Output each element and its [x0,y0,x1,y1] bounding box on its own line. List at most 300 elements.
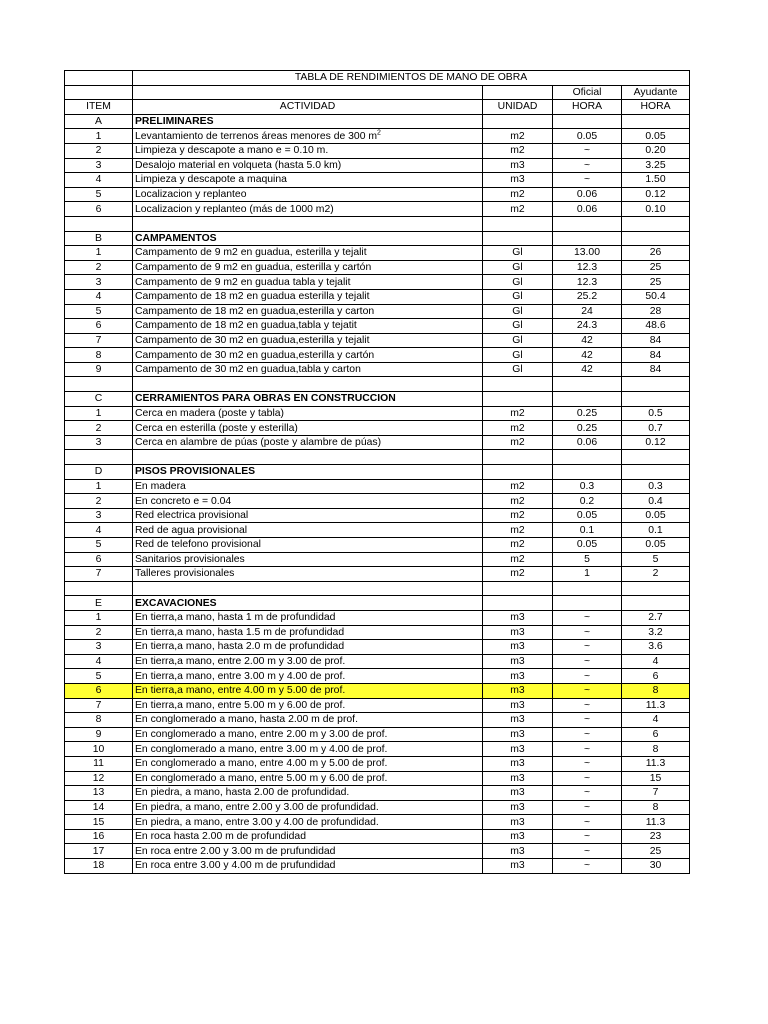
unidad-cell: m2 [483,479,553,494]
actividad-text: En conglomerado a mano, entre 2.00 m y 3.00 de prof. [135,729,388,741]
ayudante-cell: 0.3 [622,479,690,494]
actividad-text: Campamento de 18 m2 en guadua,esterilla y carton [135,305,375,317]
empty-cell [553,377,622,392]
unidad-cell: m2 [483,187,553,202]
table-row [65,713,690,728]
section-code: C [65,392,133,407]
item-cell: 4 [65,654,133,669]
actividad-cell [133,742,483,757]
empty-cell [622,216,690,231]
actividad-text: Sanitarios provisionales [135,553,245,565]
header-oficial: Oficial [553,85,622,100]
ayudante-cell: 8 [622,742,690,757]
item-cell: 5 [65,669,133,684]
table-row [65,640,690,655]
unidad-cell: m3 [483,829,553,844]
unidad-cell: Gl [483,319,553,334]
ayudante-cell: 0.1 [622,523,690,538]
actividad-text: En tierra,a mano, hasta 1.5 m de profundidad [135,626,345,638]
unidad-cell: m2 [483,538,553,553]
actividad-text: En conglomerado a mano, entre 4.00 m y 5.00 de prof. [135,758,388,770]
actividad-text: En tierra,a mano, entre 2.00 m y 3.00 de prof. [135,656,346,668]
actividad-cell [133,654,483,669]
actividad-text: En conglomerado a mano, hasta 2.00 m de prof. [135,714,358,726]
unidad-cell: m3 [483,815,553,830]
unidad-cell: m3 [483,742,553,757]
oficial-cell: ~ [553,829,622,844]
item-cell: 4 [65,289,133,304]
actividad-cell [133,640,483,655]
item-cell: 3 [65,640,133,655]
unidad-cell: Gl [483,348,553,363]
ayudante-cell: 2.7 [622,610,690,625]
unidad-cell: Gl [483,260,553,275]
blank-row [65,450,690,465]
table-row [65,683,690,698]
actividad-text: En piedra, a mano, entre 3.00 y 4.00 de profundidad. [135,816,379,828]
actividad-text: Campamento de 9 m2 en guadua, esterilla y tejalit [135,247,367,259]
section-code: E [65,596,133,611]
table-row [65,815,690,830]
actividad-text: En tierra,a mano, hasta 1 m de profundidad [135,612,336,624]
item-cell: 7 [65,698,133,713]
table-row [65,523,690,538]
ayudante-cell: 0.4 [622,494,690,509]
actividad-cell [133,143,483,158]
ayudante-cell: 3.25 [622,158,690,173]
item-cell: 3 [65,435,133,450]
oficial-cell: 42 [553,348,622,363]
ayudante-cell: 0.20 [622,143,690,158]
table-row [65,625,690,640]
item-cell: 2 [65,143,133,158]
actividad-cell [133,187,483,202]
oficial-cell: ~ [553,727,622,742]
actividad-cell [133,698,483,713]
header-ayudante: Ayudante [622,85,690,100]
actividad-cell [133,173,483,188]
unidad-cell: m2 [483,421,553,436]
oficial-cell: 0.06 [553,187,622,202]
actividad-cell [133,202,483,217]
unidad-cell: m2 [483,552,553,567]
header-hora-ayudante: HORA [622,100,690,115]
oficial-cell: 42 [553,333,622,348]
oficial-cell: ~ [553,742,622,757]
oficial-cell: ~ [553,786,622,801]
item-cell: 2 [65,494,133,509]
actividad-text: Cerca en esterilla (poste y esterilla) [135,422,298,434]
table-row [65,143,690,158]
ayudante-cell: 84 [622,348,690,363]
table-row [65,844,690,859]
ayudante-cell: 8 [622,800,690,815]
ayudante-cell: 84 [622,333,690,348]
oficial-cell: 0.25 [553,421,622,436]
unidad-cell: m3 [483,610,553,625]
header-row [65,100,690,115]
actividad-text: Campamento de 9 m2 en guadua tabla y tejalit [135,276,351,288]
item-cell: 8 [65,713,133,728]
item-cell: 1 [65,406,133,421]
oficial-cell: ~ [553,815,622,830]
oficial-cell: ~ [553,158,622,173]
ayudante-cell: 84 [622,362,690,377]
unidad-cell: m2 [483,523,553,538]
table-row [65,202,690,217]
empty-cell [483,216,553,231]
table-row [65,348,690,363]
ayudante-cell: 0.05 [622,538,690,553]
actividad-cell [133,406,483,421]
empty-cell [553,465,622,480]
actividad-cell [133,727,483,742]
actividad-cell [133,844,483,859]
table-row [65,567,690,582]
ayudante-cell: 25 [622,275,690,290]
table-row [65,246,690,261]
table-row [65,129,690,144]
item-cell: 1 [65,610,133,625]
ayudante-cell: 0.10 [622,202,690,217]
oficial-cell: ~ [553,640,622,655]
section-header-row [65,114,690,129]
ayudante-cell: 0.05 [622,129,690,144]
item-cell: 18 [65,859,133,874]
actividad-cell [133,713,483,728]
actividad-cell [133,129,483,144]
unidad-cell: Gl [483,304,553,319]
actividad-cell [133,538,483,553]
header-unidad: UNIDAD [483,100,553,115]
item-cell: 3 [65,158,133,173]
subheader-row [65,85,690,100]
ayudante-cell: 3.6 [622,640,690,655]
section-code: A [65,114,133,129]
item-cell: 10 [65,742,133,757]
section-header-row [65,392,690,407]
empty-cell [483,114,553,129]
item-cell: 7 [65,567,133,582]
actividad-text: Campamento de 30 m2 en guadua,esterilla y cartón [135,349,375,361]
actividad-cell [133,625,483,640]
ayudante-cell: 0.05 [622,508,690,523]
ayudante-cell: 25 [622,844,690,859]
ayudante-cell: 23 [622,829,690,844]
empty-cell [553,450,622,465]
unidad-cell: m3 [483,625,553,640]
section-name: EXCAVACIONES [133,596,483,611]
ayudante-cell: 4 [622,713,690,728]
unidad-cell: Gl [483,362,553,377]
actividad-cell [133,508,483,523]
section-name: CAMPAMENTOS [133,231,483,246]
actividad-text: Cerca en madera (poste y tabla) [135,407,285,419]
table-row [65,727,690,742]
oficial-cell: 0.05 [553,538,622,553]
item-cell: 6 [65,683,133,698]
empty-cell [553,392,622,407]
oficial-cell: 0.1 [553,523,622,538]
unidad-cell: m2 [483,494,553,509]
table-row [65,173,690,188]
table-row [65,406,690,421]
empty-cell [483,465,553,480]
section-name: CERRAMIENTOS PARA OBRAS EN CONSTRUCCION [133,392,483,407]
actividad-text: En conglomerado a mano, entre 3.00 m y 4.00 de prof. [135,743,388,755]
unidad-cell: Gl [483,289,553,304]
item-cell: 3 [65,508,133,523]
blank-row [65,377,690,392]
actividad-cell [133,348,483,363]
empty-cell [483,450,553,465]
item-cell: 9 [65,727,133,742]
actividad-text: En piedra, a mano, hasta 2.00 de profundidad. [135,787,350,799]
oficial-cell: 25.2 [553,289,622,304]
empty-cell [483,377,553,392]
empty-cell [65,216,133,231]
oficial-cell: ~ [553,713,622,728]
empty-cell [622,465,690,480]
oficial-cell: 1 [553,567,622,582]
empty-cell [622,596,690,611]
actividad-cell [133,800,483,815]
unidad-cell: Gl [483,275,553,290]
unidad-cell: m3 [483,756,553,771]
section-header-row [65,596,690,611]
ayudante-cell: 3.2 [622,625,690,640]
unidad-cell: m3 [483,698,553,713]
empty-cell [133,216,483,231]
unidad-cell: m3 [483,640,553,655]
empty-cell [133,85,483,100]
unidad-cell: m2 [483,567,553,582]
table-row [65,756,690,771]
item-cell: 11 [65,756,133,771]
actividad-cell [133,786,483,801]
unidad-cell: m2 [483,435,553,450]
oficial-cell: ~ [553,698,622,713]
actividad-text: En conglomerado a mano, entre 5.00 m y 6.00 de prof. [135,772,388,784]
header-actividad: ACTIVIDAD [133,100,483,115]
actividad-cell [133,815,483,830]
unidad-cell: Gl [483,246,553,261]
oficial-cell: 5 [553,552,622,567]
actividad-cell [133,683,483,698]
oficial-cell: 0.05 [553,129,622,144]
empty-cell [553,114,622,129]
actividad-cell [133,479,483,494]
section-header-row [65,465,690,480]
unidad-cell: m3 [483,771,553,786]
item-cell: 3 [65,275,133,290]
ayudante-cell: 28 [622,304,690,319]
header-item: ITEM [65,100,133,115]
oficial-cell: 13.00 [553,246,622,261]
actividad-cell [133,552,483,567]
table-row [65,333,690,348]
table-row [65,859,690,874]
empty-cell [483,392,553,407]
item-cell: 14 [65,800,133,815]
ayudante-cell: 26 [622,246,690,261]
ayudante-cell: 6 [622,669,690,684]
unidad-cell: m3 [483,844,553,859]
actividad-cell [133,669,483,684]
table-row [65,362,690,377]
actividad-text: Campamento de 18 m2 en guadua esterilla y tejalit [135,291,370,303]
item-cell: 4 [65,173,133,188]
unidad-cell: m3 [483,713,553,728]
table-row [65,275,690,290]
unidad-cell: Gl [483,333,553,348]
empty-cell [622,231,690,246]
actividad-text: En tierra,a mano, entre 3.00 m y 4.00 de prof. [135,670,346,682]
actividad-text: Campamento de 9 m2 en guadua, esterilla y cartón [135,262,372,274]
actividad-cell [133,494,483,509]
table-row [65,552,690,567]
empty-cell [65,450,133,465]
actividad-cell [133,275,483,290]
item-cell: 8 [65,348,133,363]
item-cell: 6 [65,202,133,217]
oficial-cell: 0.06 [553,435,622,450]
actividad-text: En tierra,a mano, entre 5.00 m y 6.00 de prof. [135,699,346,711]
actividad-cell [133,260,483,275]
actividad-text: Red de telefono provisional [135,539,261,551]
ayudante-cell: 5 [622,552,690,567]
empty-cell [553,216,622,231]
table-row [65,742,690,757]
ayudante-cell: 48.6 [622,319,690,334]
oficial-cell: 12.3 [553,275,622,290]
item-cell: 1 [65,246,133,261]
table-row [65,669,690,684]
ayudante-cell: 11.3 [622,756,690,771]
table-row [65,698,690,713]
item-cell: 9 [65,362,133,377]
empty-cell [622,377,690,392]
ayudante-cell: 8 [622,683,690,698]
empty-cell [65,581,133,596]
actividad-cell [133,567,483,582]
actividad-cell [133,289,483,304]
empty-cell [483,581,553,596]
actividad-text: En roca entre 2.00 y 3.00 m de prufundidad [135,845,336,857]
table-row [65,304,690,319]
oficial-cell: 0.2 [553,494,622,509]
unidad-cell: m2 [483,508,553,523]
oficial-cell: ~ [553,771,622,786]
ayudante-cell: 1.50 [622,173,690,188]
ayudante-cell: 11.3 [622,815,690,830]
oficial-cell: ~ [553,683,622,698]
item-cell: 6 [65,552,133,567]
actividad-cell [133,246,483,261]
empty-cell [65,377,133,392]
item-cell: 13 [65,786,133,801]
actividad-text: Limpieza y descapote a mano e = 0.10 m. [135,145,329,157]
actividad-text: En piedra, a mano, entre 2.00 y 3.00 de profundidad. [135,801,379,813]
unidad-cell: m3 [483,786,553,801]
item-cell: 4 [65,523,133,538]
oficial-cell: ~ [553,859,622,874]
actividad-text: Red de agua provisional [135,524,248,536]
ayudante-cell: 0.12 [622,187,690,202]
empty-cell [553,231,622,246]
oficial-cell: 0.05 [553,508,622,523]
table-row [65,158,690,173]
oficial-cell: ~ [553,173,622,188]
ayudante-cell: 25 [622,260,690,275]
actividad-text: En roca hasta 2.00 m de profundidad [135,831,306,843]
title-row [65,71,690,86]
unidad-cell: m3 [483,654,553,669]
empty-cell [622,114,690,129]
item-cell: 6 [65,319,133,334]
ayudante-cell: 2 [622,567,690,582]
unidad-cell: m2 [483,143,553,158]
unidad-cell: m2 [483,129,553,144]
item-cell: 2 [65,260,133,275]
actividad-cell [133,421,483,436]
actividad-text: Localizacion y replanteo (más de 1000 m2) [135,203,334,215]
actividad-cell [133,435,483,450]
table-row [65,187,690,202]
empty-cell [622,581,690,596]
table-row [65,319,690,334]
table-row [65,508,690,523]
section-name: PRELIMINARES [133,114,483,129]
empty-cell [483,231,553,246]
unidad-cell: m3 [483,727,553,742]
oficial-cell: 0.3 [553,479,622,494]
oficial-cell: ~ [553,800,622,815]
actividad-text: En tierra,a mano, hasta 2.0 m de profundidad [135,641,345,653]
unidad-cell: m2 [483,406,553,421]
actividad-cell [133,333,483,348]
empty-cell [65,85,133,100]
unidad-cell: m3 [483,683,553,698]
ayudante-cell: 50.4 [622,289,690,304]
header-hora-oficial: HORA [553,100,622,115]
empty-cell [133,377,483,392]
actividad-text: En concreto e = 0.04 [135,495,232,507]
ayudante-cell: 4 [622,654,690,669]
empty-cell [483,596,553,611]
actividad-cell [133,362,483,377]
ayudante-cell: 0.5 [622,406,690,421]
empty-cell [133,450,483,465]
unidad-cell: m3 [483,669,553,684]
section-code: D [65,465,133,480]
actividad-text: Red electrica provisional [135,510,249,522]
table-body [65,71,690,874]
table-title: TABLA DE RENDIMIENTOS DE MANO DE OBRA [133,71,690,86]
unidad-cell: m3 [483,800,553,815]
title-spacer-cell [65,71,133,86]
actividad-text: Desalojo material en volqueta (hasta 5.0 km) [135,159,342,171]
section-code: B [65,231,133,246]
actividad-cell [133,319,483,334]
ayudante-cell: 0.12 [622,435,690,450]
actividad-text: En tierra,a mano, entre 4.00 m y 5.00 de prof. [135,685,346,697]
oficial-cell: 0.25 [553,406,622,421]
superscript: 2 [377,129,381,137]
table-row [65,786,690,801]
unidad-cell: m2 [483,202,553,217]
table-row [65,829,690,844]
